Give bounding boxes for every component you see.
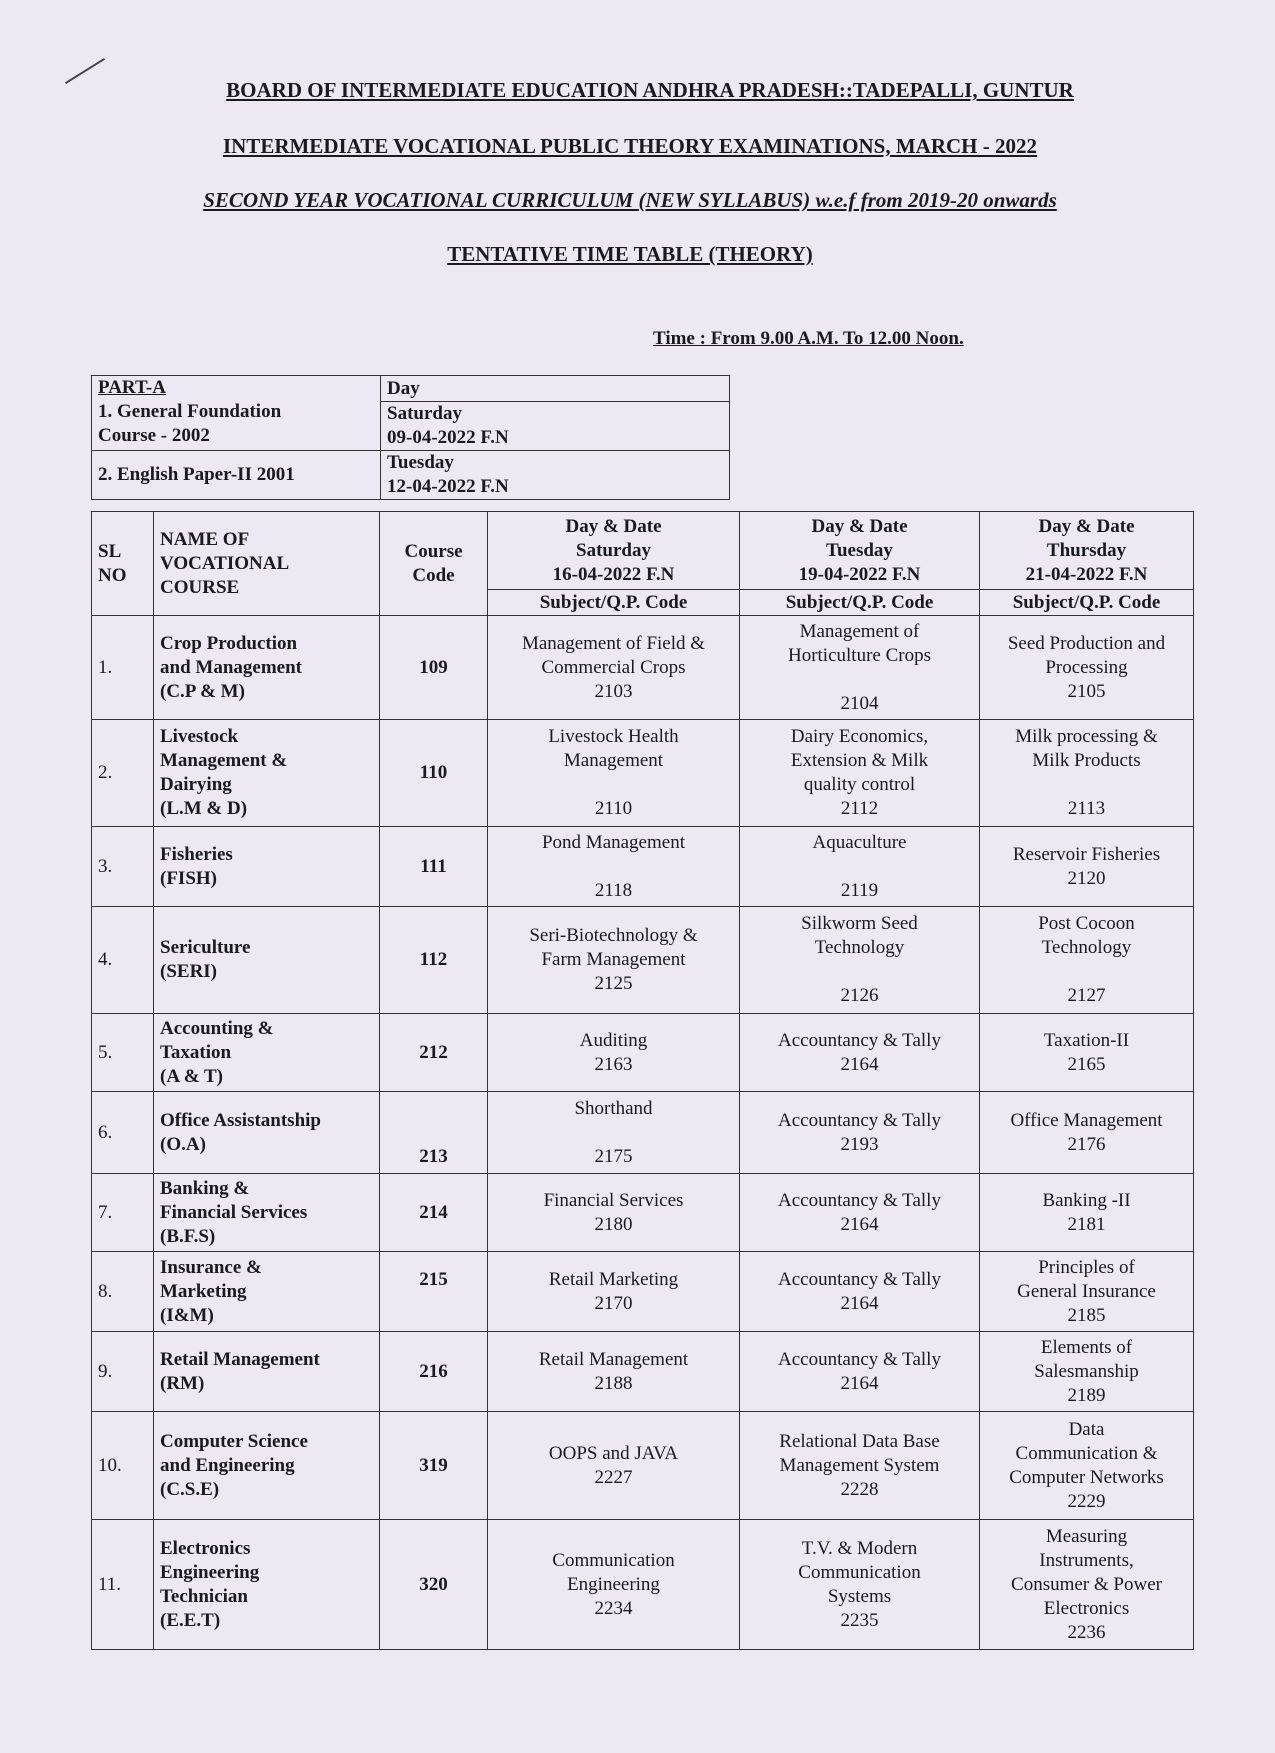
subject-day-2: Aquaculture 2119 bbox=[740, 827, 980, 907]
header-course-name: NAME OF VOCATIONAL COURSE bbox=[154, 512, 380, 616]
subject-day-1: Retail Management 2188 bbox=[488, 1332, 740, 1412]
subject-day-3: Office Management 2176 bbox=[980, 1092, 1194, 1174]
course-code: 213 bbox=[380, 1092, 488, 1174]
subject-day-3: Post Cocoon Technology 2127 bbox=[980, 907, 1194, 1014]
day-label: Day bbox=[381, 376, 730, 402]
course-code: 319 bbox=[380, 1412, 488, 1520]
table-row bbox=[92, 1332, 1194, 1412]
sl-no: 11. bbox=[92, 1520, 154, 1650]
part-a-cell bbox=[92, 376, 381, 451]
table-row bbox=[92, 1412, 1194, 1520]
course-name: Livestock Management & Dairying (L.M & D) bbox=[154, 720, 380, 827]
table-row bbox=[92, 827, 1194, 907]
course-code: 212 bbox=[380, 1014, 488, 1092]
course-name: Accounting & Taxation (A & T) bbox=[154, 1014, 380, 1092]
subject-day-2: Relational Data Base Management System 2228 bbox=[740, 1412, 980, 1520]
sl-no: 2. bbox=[92, 720, 154, 827]
subject-day-3: Data Communication & Computer Networks 2229 bbox=[980, 1412, 1194, 1520]
subject-day-1: Communication Engineering 2234 bbox=[488, 1520, 740, 1650]
sl-no: 9. bbox=[92, 1332, 154, 1412]
subject-day-2: Accountancy & Tally 2193 bbox=[740, 1092, 980, 1174]
subject-day-1: Financial Services 2180 bbox=[488, 1174, 740, 1252]
course-name: Sericulture (SERI) bbox=[154, 907, 380, 1014]
part-a-item-name: 1. General Foundation Course - 2002 bbox=[98, 401, 282, 446]
header-day-1: Day & Date Saturday 16-04-2022 F.N bbox=[488, 512, 740, 590]
subject-day-3: Seed Production and Processing 2105 bbox=[980, 616, 1194, 720]
table-row bbox=[92, 1174, 1194, 1252]
header-day-2: Day & Date Tuesday 19-04-2022 F.N bbox=[740, 512, 980, 590]
subject-day-1: Livestock Health Management 2110 bbox=[488, 720, 740, 827]
course-name: Fisheries (FISH) bbox=[154, 827, 380, 907]
sl-no: 5. bbox=[92, 1014, 154, 1092]
course-code: 216 bbox=[380, 1332, 488, 1412]
subject-day-1: Seri-Biotechnology & Farm Management 2125 bbox=[488, 907, 740, 1014]
table-row bbox=[92, 1092, 1194, 1174]
header-subject-2: Subject/Q.P. Code bbox=[740, 590, 980, 616]
course-code: 215 bbox=[380, 1252, 488, 1332]
course-code: 214 bbox=[380, 1174, 488, 1252]
part-a-table bbox=[91, 375, 730, 500]
timetable bbox=[91, 511, 1194, 1650]
subject-day-2: Silkworm Seed Technology 2126 bbox=[740, 907, 980, 1014]
subject-day-3: Reservoir Fisheries 2120 bbox=[980, 827, 1194, 907]
subject-day-3: Elements of Salesmanship 2189 bbox=[980, 1332, 1194, 1412]
part-a-item-day: Saturday 09-04-2022 F.N bbox=[381, 402, 730, 451]
table-row bbox=[92, 1520, 1194, 1650]
subject-day-2: Accountancy & Tally 2164 bbox=[740, 1174, 980, 1252]
course-name: Retail Management (RM) bbox=[154, 1332, 380, 1412]
sl-no: 3. bbox=[92, 827, 154, 907]
board-title: BOARD OF INTERMEDIATE EDUCATION ANDHRA PRADESH::TADEPALLI, GUNTUR bbox=[226, 78, 1074, 102]
subject-day-1: Retail Marketing 2170 bbox=[488, 1252, 740, 1332]
subject-day-1: Shorthand 2175 bbox=[488, 1092, 740, 1174]
timetable-title: TENTATIVE TIME TABLE (THEORY) bbox=[447, 242, 813, 266]
table-row bbox=[92, 1014, 1194, 1092]
header-subject-3: Subject/Q.P. Code bbox=[980, 590, 1194, 616]
subject-day-2: T.V. & Modern Communication Systems 2235 bbox=[740, 1520, 980, 1650]
subject-day-2: Accountancy & Tally 2164 bbox=[740, 1252, 980, 1332]
subject-day-2: Management of Horticulture Crops 2104 bbox=[740, 616, 980, 720]
part-a-title: PART-A bbox=[98, 377, 166, 398]
sl-no: 8. bbox=[92, 1252, 154, 1332]
table-row bbox=[92, 907, 1194, 1014]
course-name: Banking & Financial Services (B.F.S) bbox=[154, 1174, 380, 1252]
subject-day-3: Principles of General Insurance 2185 bbox=[980, 1252, 1194, 1332]
course-name: Insurance & Marketing (I&M) bbox=[154, 1252, 380, 1332]
header-subject-1: Subject/Q.P. Code bbox=[488, 590, 740, 616]
course-name: Office Assistantship (O.A) bbox=[154, 1092, 380, 1174]
table-row bbox=[92, 1252, 1194, 1332]
table-row bbox=[92, 720, 1194, 827]
part-a-item-name: 2. English Paper-II 2001 bbox=[92, 451, 381, 500]
subject-day-1: OOPS and JAVA 2227 bbox=[488, 1412, 740, 1520]
curriculum-title: SECOND YEAR VOCATIONAL CURRICULUM (NEW SYLLABUS) w.e.f from 2019-20 onwards bbox=[203, 188, 1057, 212]
subject-day-2: Accountancy & Tally 2164 bbox=[740, 1332, 980, 1412]
subject-day-2: Dairy Economics, Extension & Milk quality control 2112 bbox=[740, 720, 980, 827]
sl-no: 10. bbox=[92, 1412, 154, 1520]
subject-day-3: Taxation-II 2165 bbox=[980, 1014, 1194, 1092]
subject-day-1: Pond Management 2118 bbox=[488, 827, 740, 907]
course-code: 320 bbox=[380, 1520, 488, 1650]
sl-no: 1. bbox=[92, 616, 154, 720]
sl-no: 6. bbox=[92, 1092, 154, 1174]
subject-day-3: Milk processing & Milk Products 2113 bbox=[980, 720, 1194, 827]
subject-day-1: Management of Field & Commercial Crops 2103 bbox=[488, 616, 740, 720]
header-course-code: Course Code bbox=[380, 512, 488, 616]
sl-no: 7. bbox=[92, 1174, 154, 1252]
course-name: Crop Production and Management (C.P & M) bbox=[154, 616, 380, 720]
part-a-item-day: Tuesday 12-04-2022 F.N bbox=[381, 451, 730, 500]
course-code: 110 bbox=[380, 720, 488, 827]
exam-time: Time : From 9.00 A.M. To 12.00 Noon. bbox=[653, 328, 964, 349]
subject-day-3: Banking -II 2181 bbox=[980, 1174, 1194, 1252]
subject-day-2: Accountancy & Tally 2164 bbox=[740, 1014, 980, 1092]
exam-title: INTERMEDIATE VOCATIONAL PUBLIC THEORY EXAMINATIONS, MARCH - 2022 bbox=[222, 134, 1038, 158]
course-name: Computer Science and Engineering (C.S.E) bbox=[154, 1412, 380, 1520]
course-code: 109 bbox=[380, 616, 488, 720]
subject-day-1: Auditing 2163 bbox=[488, 1014, 740, 1092]
course-code: 111 bbox=[380, 827, 488, 907]
subject-day-3: Measuring Instruments, Consumer & Power Electronics 2236 bbox=[980, 1520, 1194, 1650]
table-row bbox=[92, 616, 1194, 720]
header-sl: SL NO bbox=[92, 512, 154, 616]
course-code: 112 bbox=[380, 907, 488, 1014]
header-day-3: Day & Date Thursday 21-04-2022 F.N bbox=[980, 512, 1194, 590]
course-name: Electronics Engineering Technician (E.E.T) bbox=[154, 1520, 380, 1650]
sl-no: 4. bbox=[92, 907, 154, 1014]
